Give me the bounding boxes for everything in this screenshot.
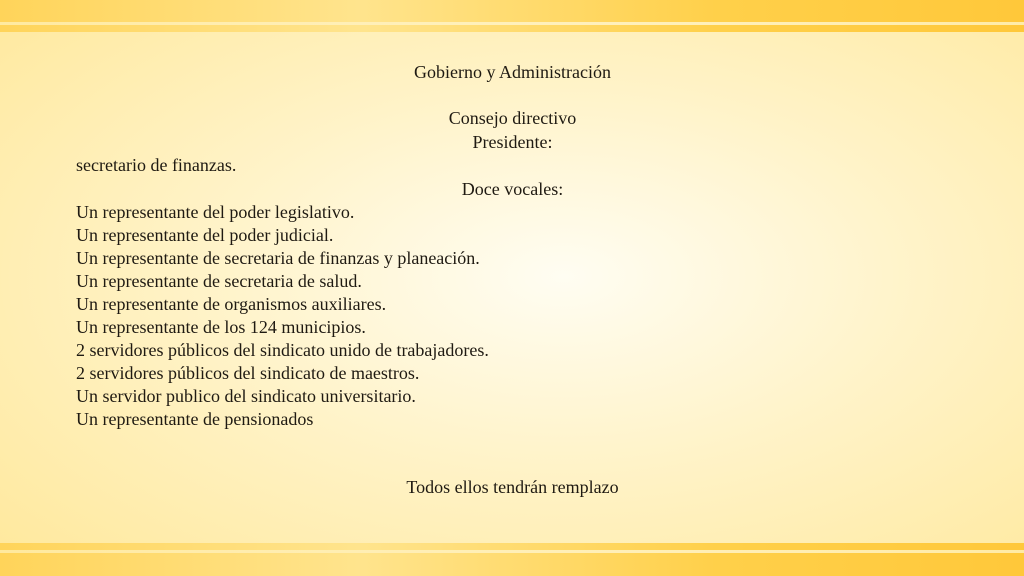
- slide-content: [76, 61, 949, 506]
- vocals-heading: Doce vocales:: [461, 179, 564, 199]
- president-value: secretario de finanzas.: [76, 155, 237, 175]
- vocal-item: Un representante del poder judicial.: [76, 225, 334, 245]
- top-decorative-line: [0, 25, 1024, 32]
- vocal-item: Un representante de pensionados: [76, 409, 314, 429]
- president-label: Presidente:: [472, 132, 553, 152]
- vocal-item: 2 servidores públicos del sindicato unido de trabajadores.: [76, 340, 489, 360]
- bottom-decorative-line: [0, 543, 1024, 550]
- top-decorative-band: [0, 0, 1024, 22]
- section-heading: Consejo directivo: [448, 108, 577, 128]
- vocal-item: Un representante de secretaria de salud.: [76, 271, 362, 291]
- bottom-decorative-band: [0, 553, 1024, 576]
- vocal-item: Un servidor publico del sindicato universitario.: [76, 386, 416, 406]
- vocal-item: Un representante de organismos auxiliares.: [76, 294, 387, 314]
- vocal-item: Un representante de secretaria de finanzas y planeación.: [76, 248, 480, 268]
- vocal-item: Un representante de los 124 municipios.: [76, 317, 366, 337]
- vocal-item: Un representante del poder legislativo.: [76, 202, 355, 222]
- slide-title: Gobierno y Administración: [414, 62, 611, 82]
- vocal-item: 2 servidores públicos del sindicato de maestros.: [76, 363, 420, 383]
- closing-note: Todos ellos tendrán remplazo: [406, 477, 619, 497]
